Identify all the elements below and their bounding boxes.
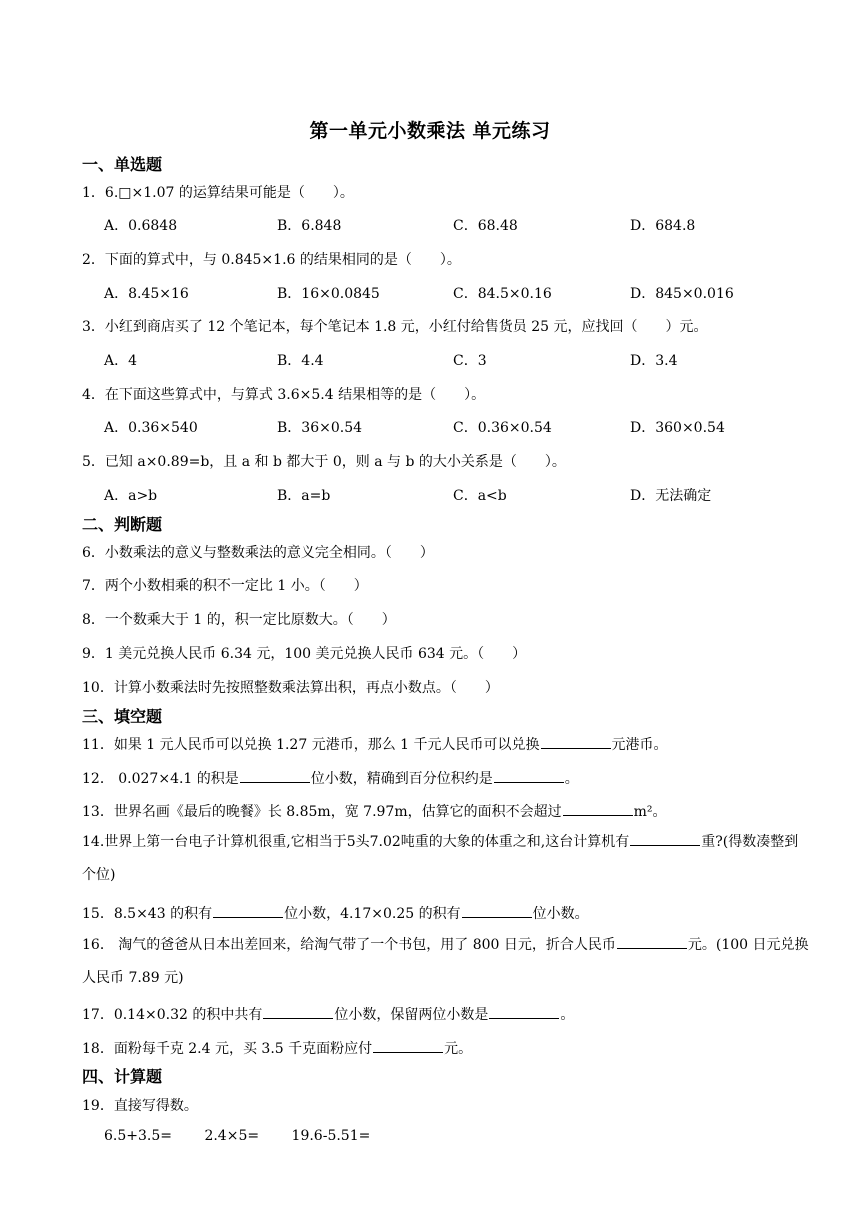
answer-blank — [494, 770, 564, 783]
question-14 — [82, 826, 812, 892]
question-17 — [82, 1004, 574, 1024]
question-8: 8．一个数乘大于 1 的，积一定比原数大。（ ） — [82, 612, 396, 628]
answer-blank — [563, 803, 633, 816]
option-d: D．3.4 — [630, 353, 678, 369]
calc-item: 2.4×5= — [204, 1128, 260, 1144]
question-15 — [82, 903, 589, 923]
option-c: C．a<b — [453, 488, 507, 504]
question-16-tail: 元。(100 日元兑换人民币 7.89 元) — [82, 937, 809, 986]
question-6: 6．小数乘法的意义与整数乘法的意义完全相同。（ ） — [82, 545, 434, 561]
question-12 — [82, 768, 579, 788]
option-d: D．684.8 — [630, 218, 696, 234]
question-16 — [82, 929, 812, 995]
option-d: D．845×0.016 — [630, 286, 734, 302]
question-11-text: 11．如果 1 元人民币可以兑换 1.27 元港币，那么 1 千元人民币可以兑换 — [82, 737, 540, 753]
question-15-tail: 位小数。 — [532, 906, 589, 922]
option-a: A．0.6848 — [104, 218, 178, 234]
question-17-mid: 位小数，保留两位小数是 — [334, 1007, 489, 1023]
answer-blank — [263, 1006, 333, 1019]
option-a: A．0.36×540 — [104, 420, 198, 436]
question-1-options — [104, 215, 804, 235]
question-18 — [82, 1038, 472, 1058]
option-b: B．4.4 — [277, 353, 324, 369]
answer-blank — [462, 905, 532, 918]
question-3: 3．小红到商店买了 12 个笔记本，每个笔记本 1.8 元，小红付给售货员 25 元，应找回（ ）元。 — [82, 319, 708, 335]
answer-blank — [489, 1006, 559, 1019]
question-13-tail: m²。 — [633, 804, 667, 820]
question-5-options — [104, 485, 804, 505]
section-heading-true-false: 二、判断题 — [82, 515, 163, 534]
section-heading-fill-blank: 三、填空题 — [82, 707, 163, 726]
question-9: 9．1 美元兑换人民币 6.34 元，100 美元兑换人民币 634 元。（ ） — [82, 646, 527, 662]
answer-blank — [240, 770, 310, 783]
option-a: A．a>b — [104, 488, 158, 504]
answer-blank — [373, 1040, 443, 1053]
question-17-text: 17．0.14×0.32 的积中共有 — [82, 1007, 263, 1023]
question-12-tail: 。 — [564, 771, 579, 787]
option-b: B．6.848 — [277, 218, 342, 234]
answer-blank — [630, 833, 700, 846]
answer-blank — [617, 936, 687, 949]
question-11-tail: 元港币。 — [611, 737, 668, 753]
page-title: 第一单元小数乘法 单元练习 — [309, 120, 551, 142]
option-a: A．8.45×16 — [104, 286, 189, 302]
question-18-text: 18．面粉每千克 2.4 元，买 3.5 千克面粉应付 — [82, 1041, 373, 1057]
question-7: 7．两个小数相乘的积不一定比 1 小。（ ） — [82, 578, 368, 594]
question-11 — [82, 734, 668, 754]
question-12-text: 12． 0.027×4.1 的积是 — [82, 771, 239, 787]
calc-item: 19.6-5.51= — [291, 1128, 371, 1144]
option-b: B．16×0.0845 — [277, 286, 380, 302]
question-2: 2．下面的算式中，与 0.845×1.6 的结果相同的是（ ）。 — [82, 252, 461, 268]
answer-blank — [213, 905, 283, 918]
option-c: C．68.48 — [453, 218, 518, 234]
section-heading-single-choice: 一、单选题 — [82, 155, 163, 174]
calc-item: 6.5+3.5= — [104, 1128, 172, 1144]
option-c: C．3 — [453, 353, 487, 369]
calc-items — [104, 1128, 398, 1144]
question-3-options — [104, 350, 804, 370]
option-b: B．a=b — [277, 488, 331, 504]
question-18-tail: 元。 — [444, 1041, 473, 1057]
question-4: 4．在下面这些算式中，与算式 3.6×5.4 结果相等的是（ ）。 — [82, 387, 486, 403]
option-c: C．84.5×0.16 — [453, 286, 552, 302]
answer-blank — [541, 736, 611, 749]
question-4-options — [104, 417, 804, 437]
question-5: 5．已知 a×0.89=b，且 a 和 b 都大于 0，则 a 与 b 的大小关系是（ ）。 — [82, 454, 566, 470]
question-10: 10．计算小数乘法时先按照整数乘法算出积，再点小数点。（ ） — [82, 680, 499, 696]
question-12-mid: 位小数，精确到百分位积约是 — [310, 771, 493, 787]
question-19: 19．直接写得数。 — [82, 1098, 198, 1114]
question-14-tail: 重?(得数凑整到个位) — [82, 834, 799, 883]
option-d: D．360×0.54 — [630, 420, 725, 436]
question-15-mid: 位小数，4.17×0.25 的积有 — [284, 906, 461, 922]
question-13 — [82, 801, 667, 821]
question-13-text: 13．世界名画《最后的晚餐》长 8.85m，宽 7.97m，估算它的面积不会超过 — [82, 804, 562, 820]
question-2-options — [104, 283, 804, 303]
option-b: B．36×0.54 — [277, 420, 363, 436]
question-14-text: 14.世界上第一台电子计算机很重,它相当于5头7.02吨重的大象的体重之和,这台计算机有 — [82, 834, 630, 850]
question-1: 1．6.□×1.07 的运算结果可能是（ ）。 — [82, 185, 354, 201]
option-c: C．0.36×0.54 — [453, 420, 552, 436]
question-17-tail: 。 — [560, 1007, 575, 1023]
question-15-text: 15．8.5×43 的积有 — [82, 906, 213, 922]
section-heading-calculation: 四、计算题 — [82, 1067, 163, 1086]
question-16-text: 16． 淘气的爸爸从日本出差回来，给淘气带了一个书包，用了 800 日元，折合人民币 — [82, 937, 616, 953]
option-a: A．4 — [104, 353, 138, 369]
option-d: D．无法确定 — [630, 488, 712, 504]
